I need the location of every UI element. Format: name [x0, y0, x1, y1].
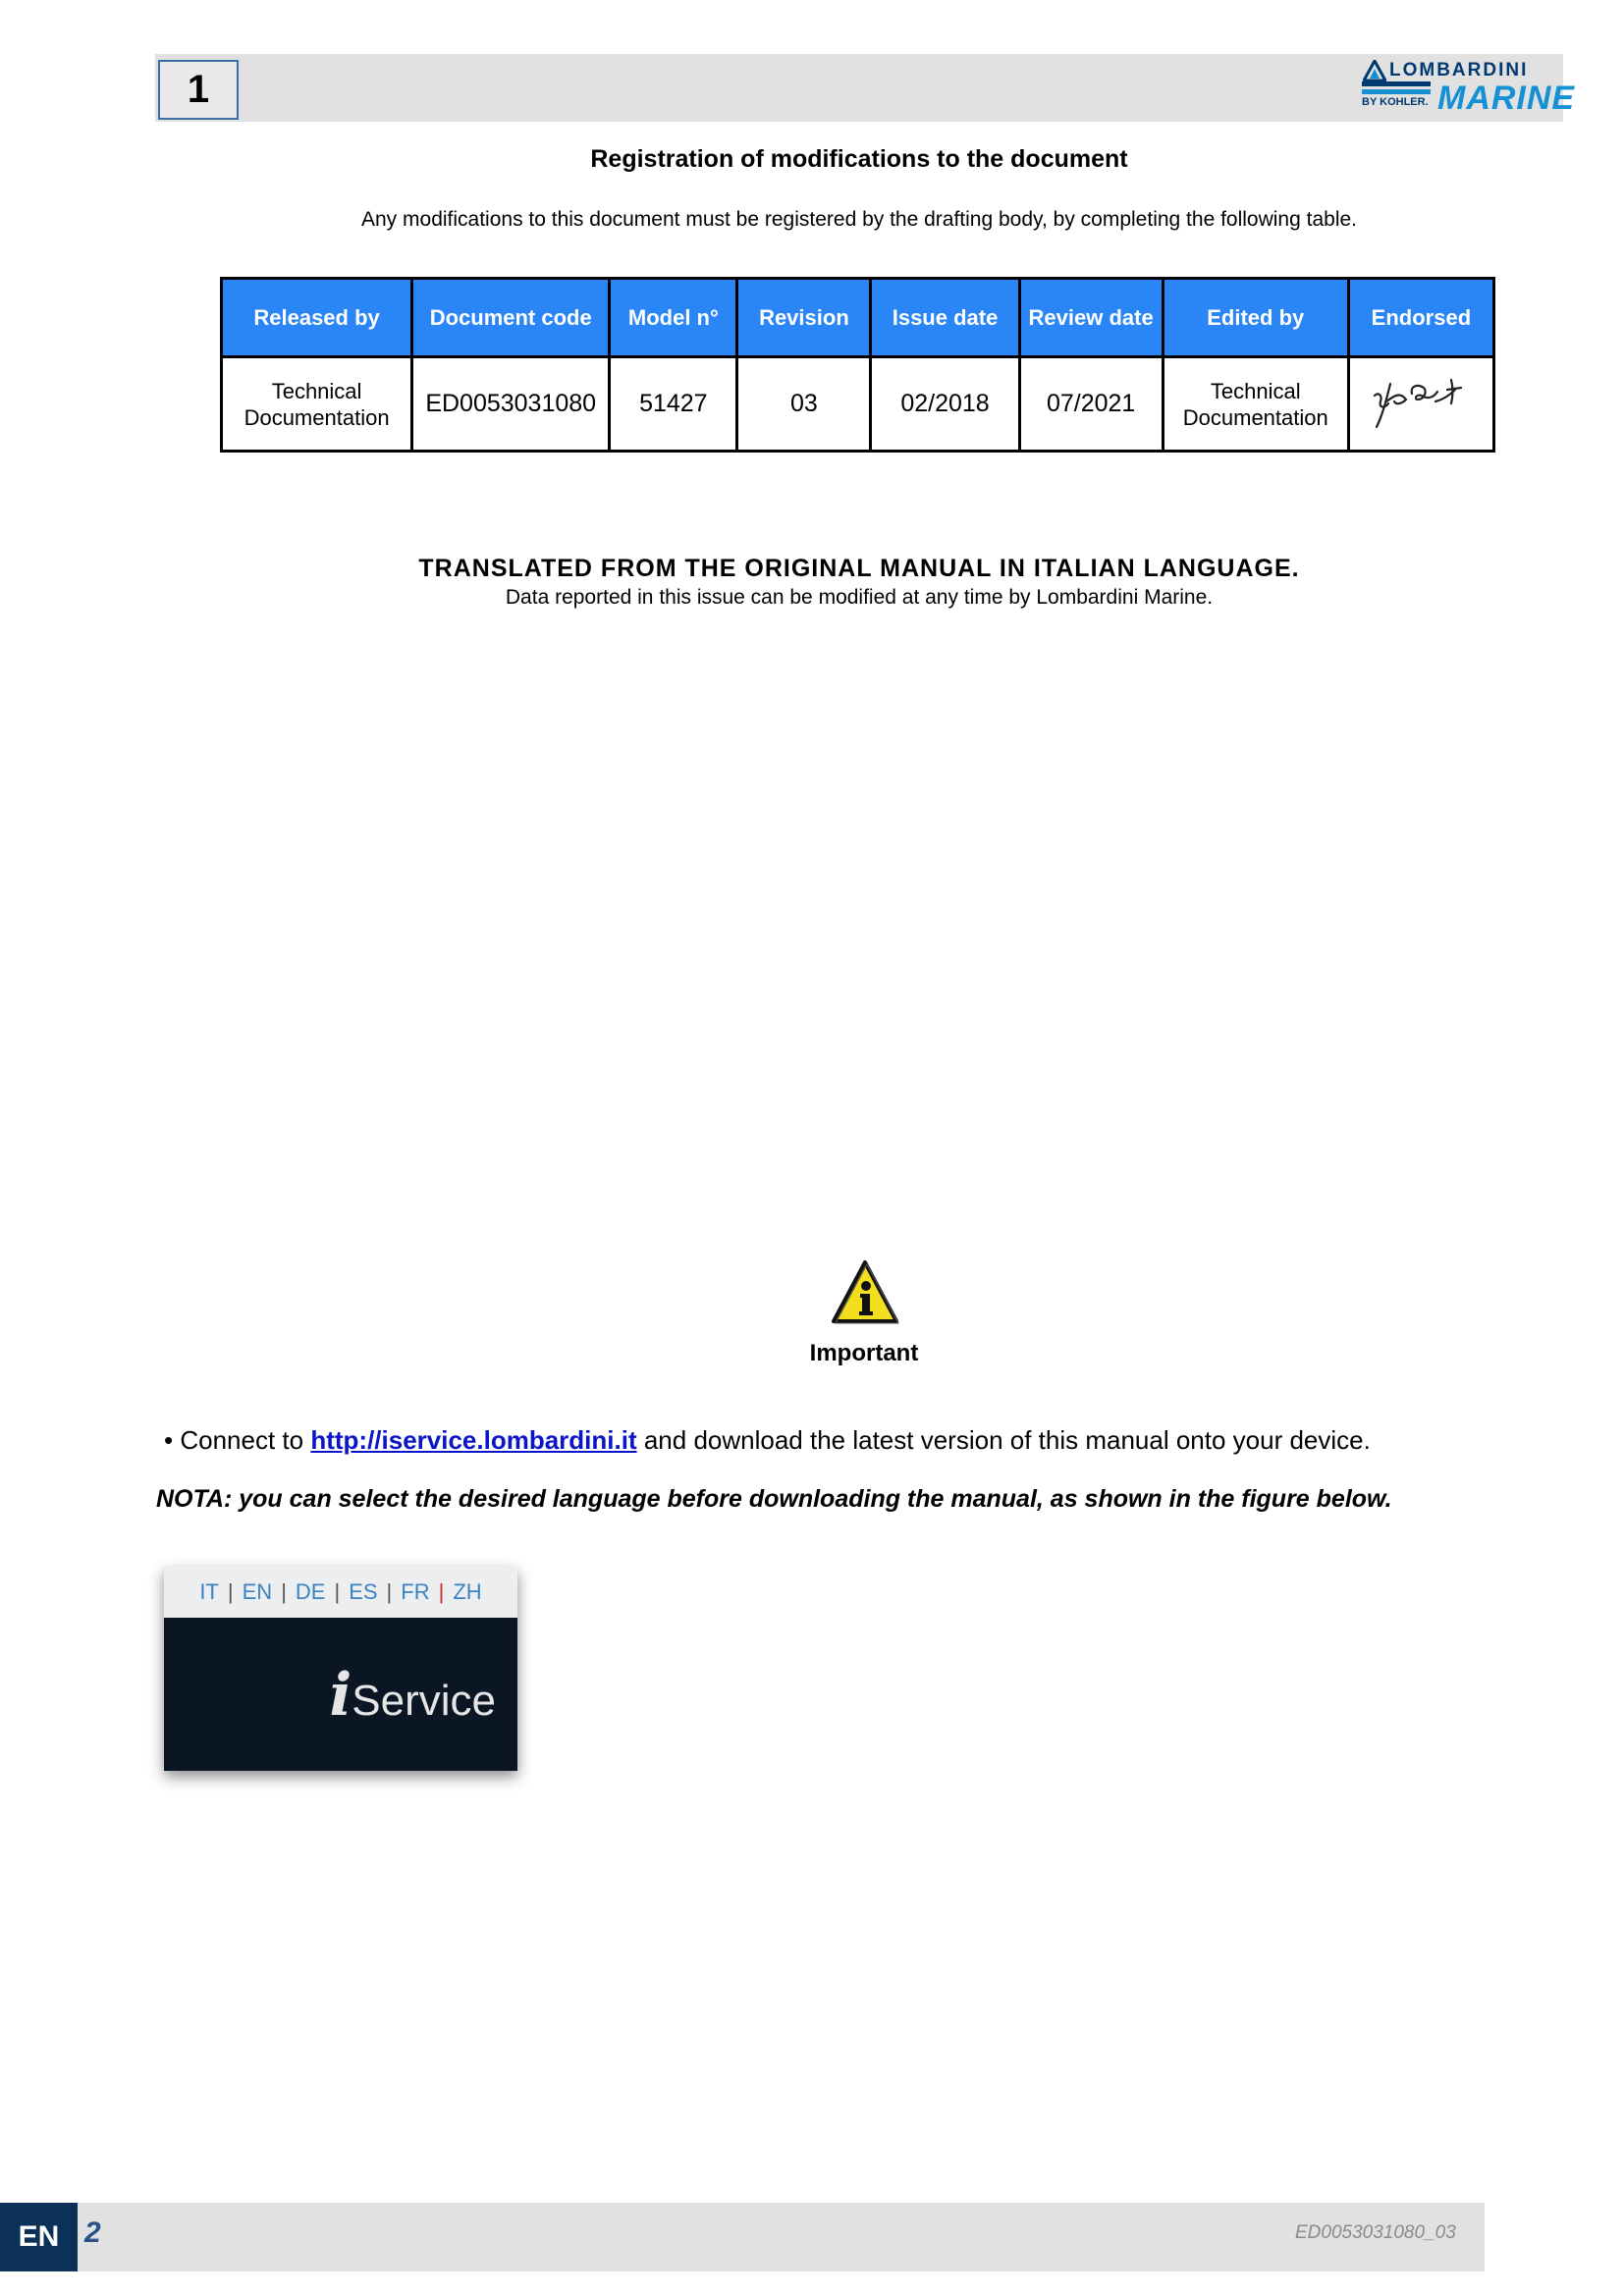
column-header-document-code: Document code [412, 279, 610, 357]
cell-released-by: Technical Documentation [222, 357, 412, 452]
iservice-banner [164, 1618, 517, 1771]
connect-suffix: and download the latest version of this manual onto your device. [643, 1425, 1371, 1455]
cell-issue-date: 02/2018 [871, 357, 1019, 452]
column-header-model-no: Model n° [610, 279, 737, 357]
endorsement-signature [1367, 366, 1475, 435]
column-header-review-date: Review date [1019, 279, 1163, 357]
modifications-table [220, 277, 1495, 453]
registration-description: Any modifications to this document must be registered by the drafting body, by completing the following table. [361, 208, 1357, 231]
logo-marine-text: MARINE [1437, 80, 1576, 117]
cell-model-no: 51427 [610, 357, 737, 452]
translation-note: Data reported in this issue can be modified at any time by Lombardini Marine. [505, 586, 1214, 609]
logo-by-kohler-text: BY KOHLER. [1362, 96, 1429, 108]
lombardini-marine-logo [1360, 58, 1576, 117]
iservice-logo [329, 1661, 496, 1730]
iservice-link[interactable]: http://iservice.lombardini.it [310, 1425, 637, 1455]
cell-review-date: 07/2021 [1019, 357, 1163, 452]
cell-endorsed [1348, 357, 1493, 452]
separator: | [227, 1579, 234, 1604]
translation-title: TRANSLATED FROM THE ORIGINAL MANUAL IN ITALIAN LANGUAGE. [418, 555, 1300, 582]
language-selector-bar [164, 1567, 517, 1618]
important-label: Important [809, 1340, 919, 1366]
registration-title: Registration of modifications to the document [590, 145, 1128, 173]
separator: | [386, 1579, 393, 1604]
logo-stripes [1362, 81, 1431, 97]
footer-bar [0, 2203, 1485, 2271]
nota-text: NOTA: you can select the desired language before downloading the manual, as shown in the figure below. [156, 1485, 1392, 1513]
lang-option-en: EN [242, 1579, 273, 1604]
column-header-issue-date: Issue date [871, 279, 1019, 357]
footer-document-code: ED0053031080_03 [1295, 2222, 1456, 2243]
connect-prefix: Connect to [180, 1425, 304, 1455]
footer-page-number: 2 [84, 2216, 101, 2249]
table-row [222, 357, 1494, 452]
lang-option-de: DE [295, 1579, 326, 1604]
chapter-number-box: 1 [158, 60, 239, 120]
column-header-revision: Revision [737, 279, 871, 357]
logo-triangle-icon [1363, 60, 1386, 81]
cell-revision: 03 [737, 357, 871, 452]
info-warning-icon [830, 1258, 900, 1329]
header-bar [155, 54, 1563, 122]
iservice-screenshot-figure [164, 1567, 517, 1771]
cell-document-code: ED0053031080 [412, 357, 610, 452]
column-header-released-by: Released by [222, 279, 412, 357]
lang-option-zh: ZH [453, 1579, 482, 1604]
column-header-endorsed: Endorsed [1348, 279, 1493, 357]
bullet: • [164, 1425, 174, 1455]
lang-option-it: IT [199, 1579, 219, 1604]
footer-language-badge: EN [0, 2203, 78, 2271]
lang-option-fr: FR [401, 1579, 430, 1604]
iservice-logo-text: Service [352, 1677, 496, 1725]
iservice-logo-i: i [329, 1661, 352, 1730]
lang-option-es: ES [349, 1579, 378, 1604]
separator: | [334, 1579, 341, 1604]
separator: | [438, 1579, 445, 1604]
connect-instruction [164, 1425, 1371, 1456]
logo-lombardini-text: LOMBARDINI [1389, 60, 1529, 80]
separator: | [281, 1579, 287, 1604]
cell-edited-by: Technical Documentation [1163, 357, 1348, 452]
column-header-edited-by: Edited by [1163, 279, 1348, 357]
table-header-row [222, 279, 1494, 357]
